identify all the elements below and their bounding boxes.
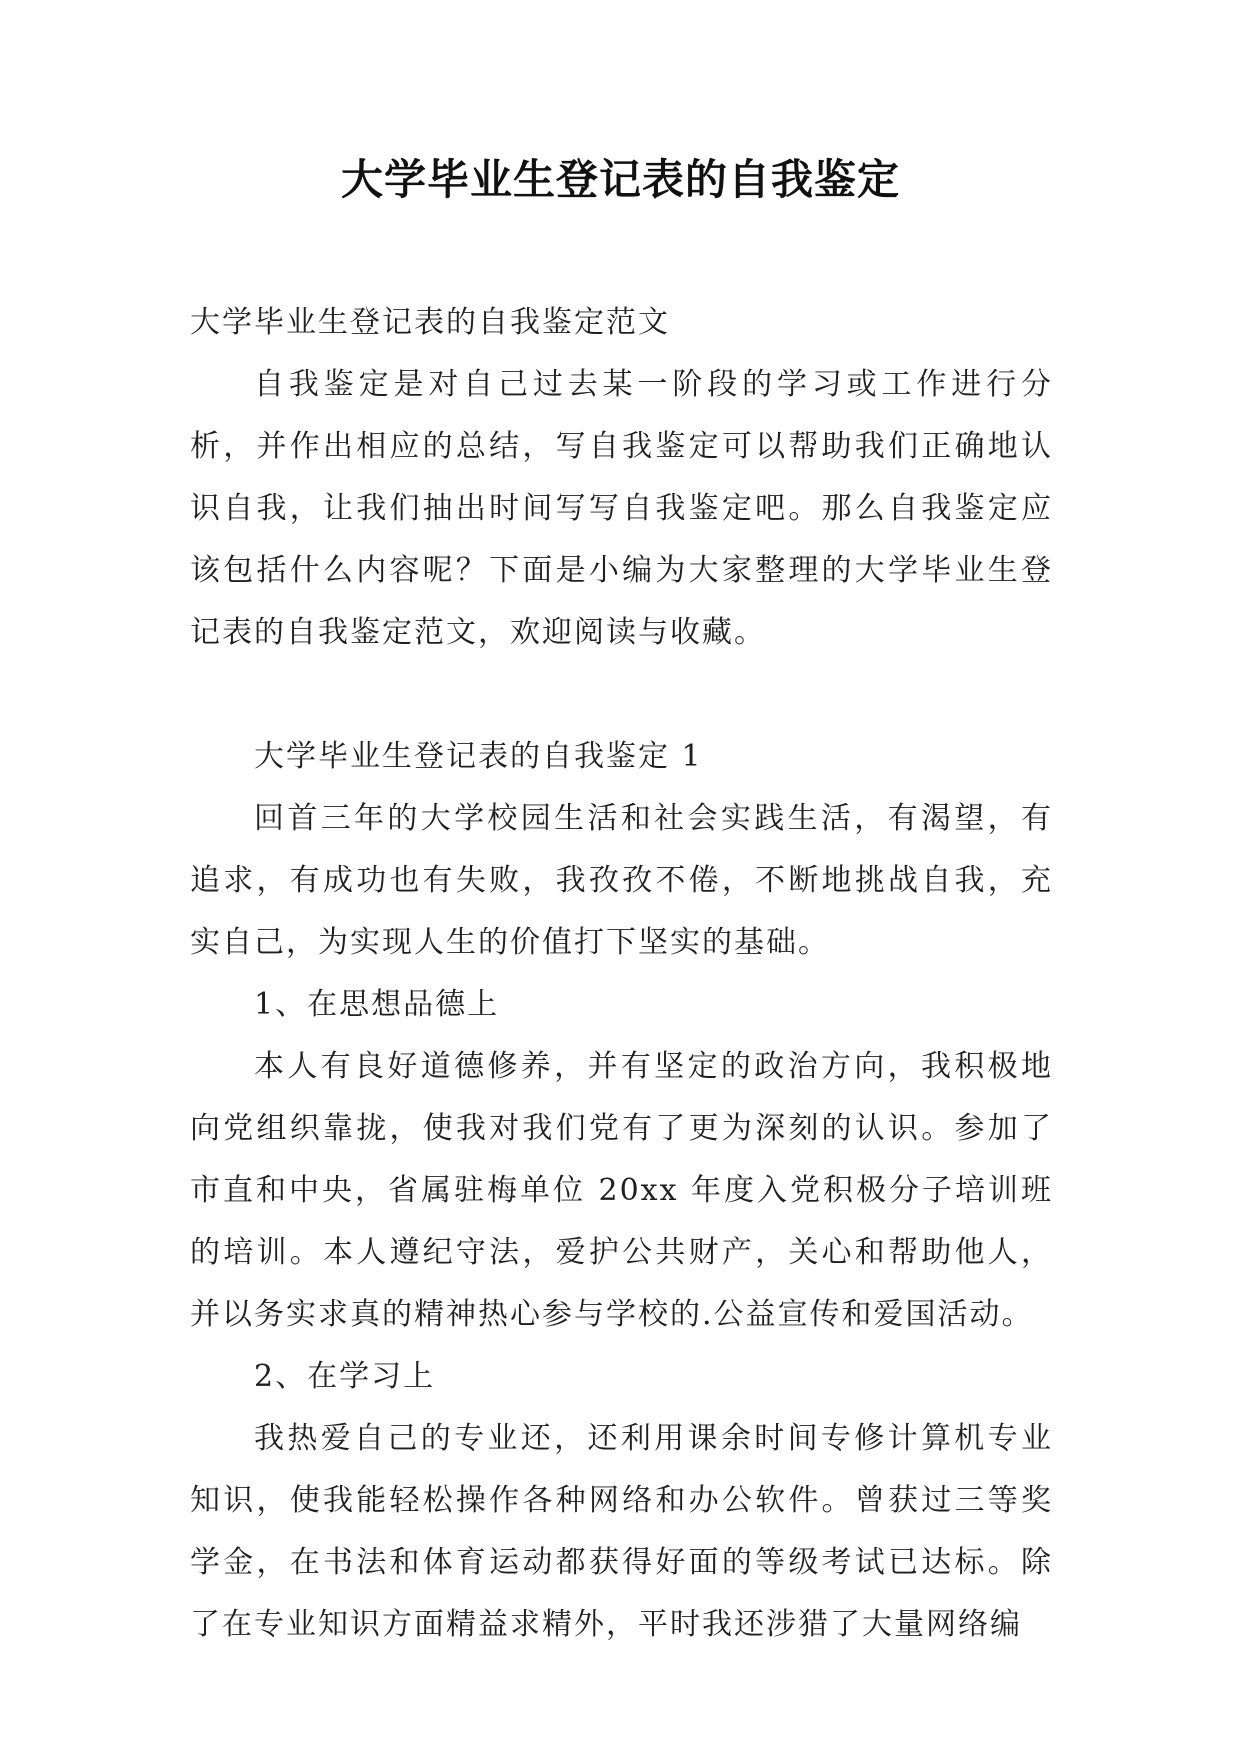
paragraph-intro: 自我鉴定是对自己过去某一阶段的学习或工作进行分析，并作出相应的总结，写自我鉴定可以帮助我们正确地认识自我，让我们抽出时间写写自我鉴定吧。那么自我鉴定应该包括什么内容呢？下面是小编为大家整理的大学毕业生登记表的自我鉴定范文，欢迎阅读与收藏。 <box>190 367 1053 650</box>
paragraph-review: 回首三年的大学校园生活和社会实践生活，有渴望，有追求，有成功也有失败，我孜孜不倦，不断地挑战自我，充实自己，为实现人生的价值打下坚实的基础。 <box>190 801 1053 960</box>
document-body <box>190 292 1053 1656</box>
paragraph-spacer <box>190 664 1053 726</box>
paragraph-study: 我热爱自己的专业还，还利用课余时间专修计算机专业知识，使我能轻松操作各种网络和办公软件。曾获过三等奖学金，在书法和体育运动都获得好面的等级考试已达标。除了在专业知识方面精益求精外，平时我还涉猎了大量网络编 <box>190 1421 1053 1642</box>
paragraph-subtitle: 大学毕业生登记表的自我鉴定范文 <box>190 305 670 340</box>
paragraph-moral: 本人有良好道德修养，并有坚定的政治方向，我积极地向党组织靠拢，使我对我们党有了更为深刻的认识。参加了市直和中央，省属驻梅单位 20xx 年度入党积极分子培训班的培训。本人遵纪守法，爱护公共财产，关心和帮助他人，并以务实求真的精神热心参与学校的.公益宣传和爱国活动。 <box>190 1049 1053 1332</box>
subsection-heading-moral: 1、在思想品德上 <box>254 987 500 1022</box>
subsection-heading-study: 2、在学习上 <box>254 1359 436 1394</box>
section-heading-1: 大学毕业生登记表的自我鉴定 1 <box>254 739 703 774</box>
document-title: 大学毕业生登记表的自我鉴定 <box>340 155 900 204</box>
